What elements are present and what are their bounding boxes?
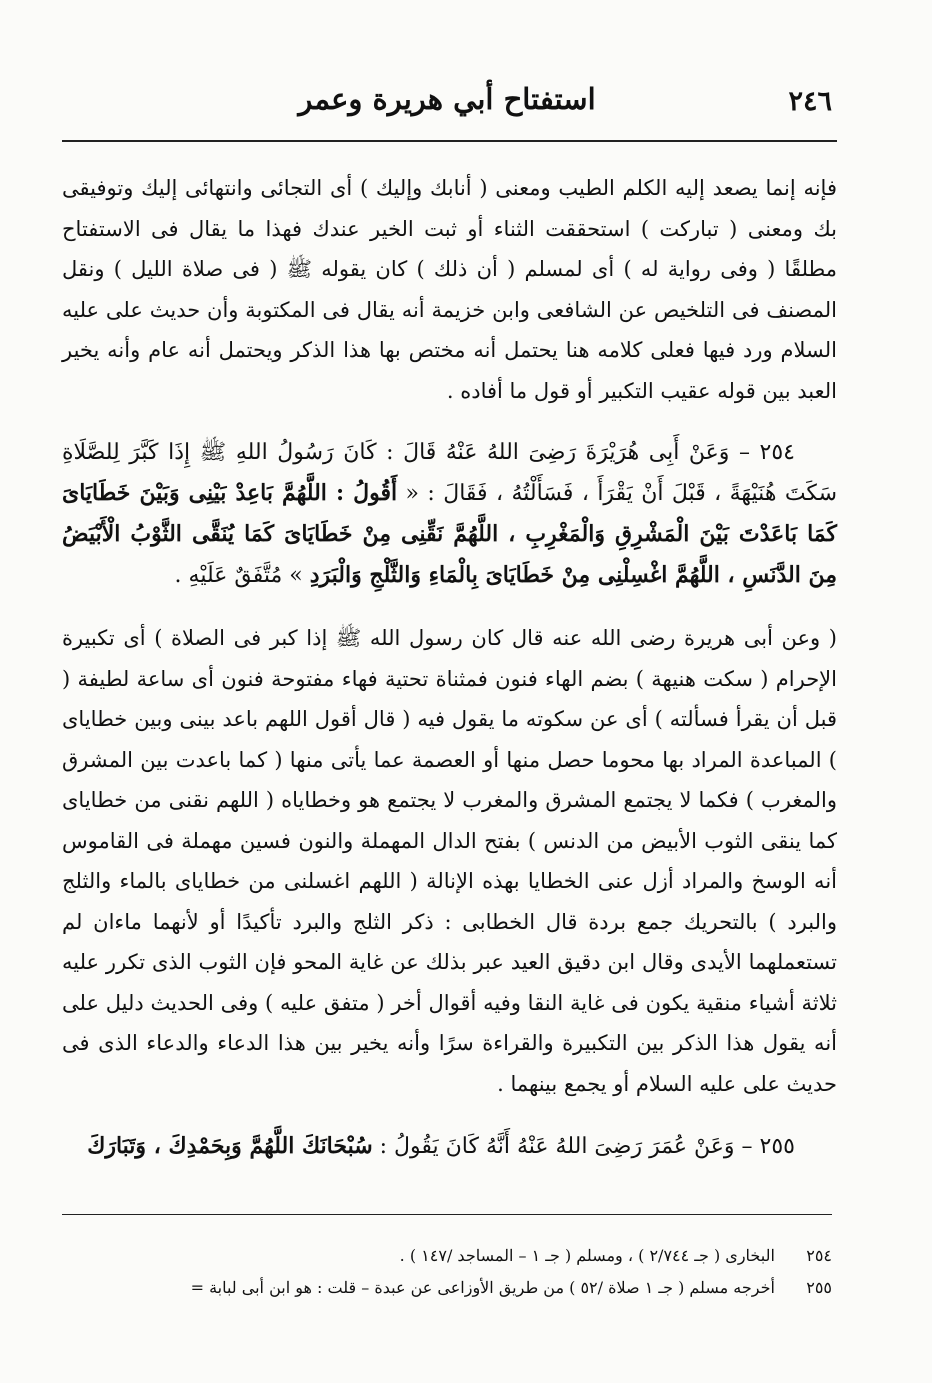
hadith-255: [62, 1126, 837, 1167]
hadith-number: ٢٥٤: [759, 440, 795, 465]
main-text: [62, 168, 837, 1167]
hadith-intro: – وَعَنْ أَبِى هُرَيْرَةَ رَضِىَ اللهُ عَنْهُ قَالَ : كَانَ رَسُولُ اللهِ ﷺ إِذَا كَبَّرَ لِلصَّلَاةِ سَكَتَ هُنَيْهَةً ، قَبْلَ أَنْ يَقْرَأَ ، فَسَأَلْتُهُ ، فَقَالَ : «: [62, 440, 837, 506]
hadith-ending: » مُتَّفَقٌ عَلَيْهِ .: [174, 563, 303, 588]
running-title: استفتاح أبي هريرة وعمر: [298, 82, 596, 116]
footnote: [62, 1240, 832, 1272]
footnote-rule: [62, 1214, 832, 1215]
hadith-254: [62, 433, 837, 596]
page-header: [62, 82, 832, 128]
footnote-text: أخرجه مسلم ( جـ ١ صلاة /٥٢ ) من طريق الأوزاعى عن عبدة – قلت : هو ابن أبى لبابة =: [190, 1278, 775, 1297]
commentary-paragraph-253: فإنه إنما يصعد إليه الكلم الطيب ومعنى ( أنابك وإليك ) أى التجائى وانتهائى إليك وتوفيقى بك ومعنى ( تباركت ) استحققت الثناء أو ثبت الخير عندك فهذا ما يقال فى الاستفتاح مطلقًا ( وفى رواية له ) أى لمسلم ( أن ذلك ) كان يقوله ﷺ ( فى صلاة الليل ) ونقل المصنف فى التلخيص عن الشافعى وابن خزيمة أنه يقال فى المكتوبة وأن حديث على عليه السلام ورد فيها فعلى كلامه هنا يحتمل أنه مختص بها هذا الذكر ويحتمل أنه عام وأنه يخير العبد بين قوله عقيب التكبير أو قول ما أفاده .: [62, 176, 837, 403]
footnote-text: البخارى ( جـ ٢/٧٤٤ ) ، ومسلم ( جـ ١ – المساجد /١٤٧ ) .: [399, 1246, 775, 1265]
hadith-intro: – وَعَنْ عُمَرَ رَضِىَ اللهُ عَنْهُ أَنَّهُ كَانَ يَقُولُ :: [379, 1134, 753, 1159]
header-rule: [62, 140, 837, 142]
footnotes: [62, 1240, 832, 1304]
footnote-number: ٢٥٤: [806, 1246, 832, 1265]
footnote: [62, 1272, 832, 1304]
page-number: ٢٤٦: [788, 86, 832, 117]
hadith-number: ٢٥٥: [759, 1134, 795, 1159]
hadith-text-bold: أَقُولُ : اللَّهُمَّ بَاعِدْ بَيْنِى وَبَيْنَ خَطَايَاىَ كَمَا بَاعَدْتَ بَيْنَ الْمَشْرِقِ وَالْمَغْرِبِ ، اللَّهُمَّ نَقِّنِى مِنْ خَطَايَاىَ كَمَا يُنَقَّى الثَّوْبُ الْأَبْيَضُ مِنَ الدَّنَسِ ، اللَّهُمَّ اغْسِلْنِى مِنْ خَطَايَاىَ بِالْمَاءِ وَالثَّلْجِ وَالْبَرَدِ: [62, 480, 837, 588]
commentary-paragraph-254: ( وعن أبى هريرة رضى الله عنه قال كان رسول الله ﷺ إذا كبر فى الصلاة ) أى تكبيرة الإحرام ( سكت هنيهة ) بضم الهاء فنون فمثناة تحتية فهاء مفتوحة فنون أى ساعة لطيفة ( قبل أن يقرأ فسألته ) أى عن سكوته ما يقول فيه ( قال أقول اللهم باعد بينى وبين خطاياى ) المباعدة المراد بها محوما حصل منها أو العصمة عما يأتى منها ( كما باعدت بين المشرق والمغرب ) فكما لا يجتمع المشرق والمغرب لا يجتمع هو وخطاياه ( اللهم نقنى من خطاياى كما ينقى الثوب الأبيض من الدنس ) بفتح الدال المهملة والنون فسين مهملة فى القاموس أنه الوسخ والمراد أزل عنى الخطايا بهذه الإنالة ( اللهم اغسلنى من خطاياى بالماء والثلج والبرد ) بالتحريك جمع بردة قال الخطابى : ذكر الثلج والبرد تأكيدًا أو لأنهما ماءان لم تستعملهما الأيدى وقال ابن دقيق العيد عبر بذلك عن غاية المحو فإن الثوب الذى تكرر عليه ثلاثة أشياء منقية يكون فى غاية النقا وفيه أقوال أخر ( متفق عليه ) وفى الحديث دليل على أنه يقول هذا الذكر بين التكبيرة والقراءة سرًا وأنه يخير بين هذا الدعاء والدعاء الذى فى حديث على عليه السلام أو يجمع بينهما .: [62, 626, 837, 1096]
footnote-number: ٢٥٥: [806, 1278, 832, 1297]
hadith-text-bold: سُبْحَانَكَ اللَّهُمَّ وَبِحَمْدِكَ ، وَتَبَارَكَ: [87, 1133, 373, 1159]
